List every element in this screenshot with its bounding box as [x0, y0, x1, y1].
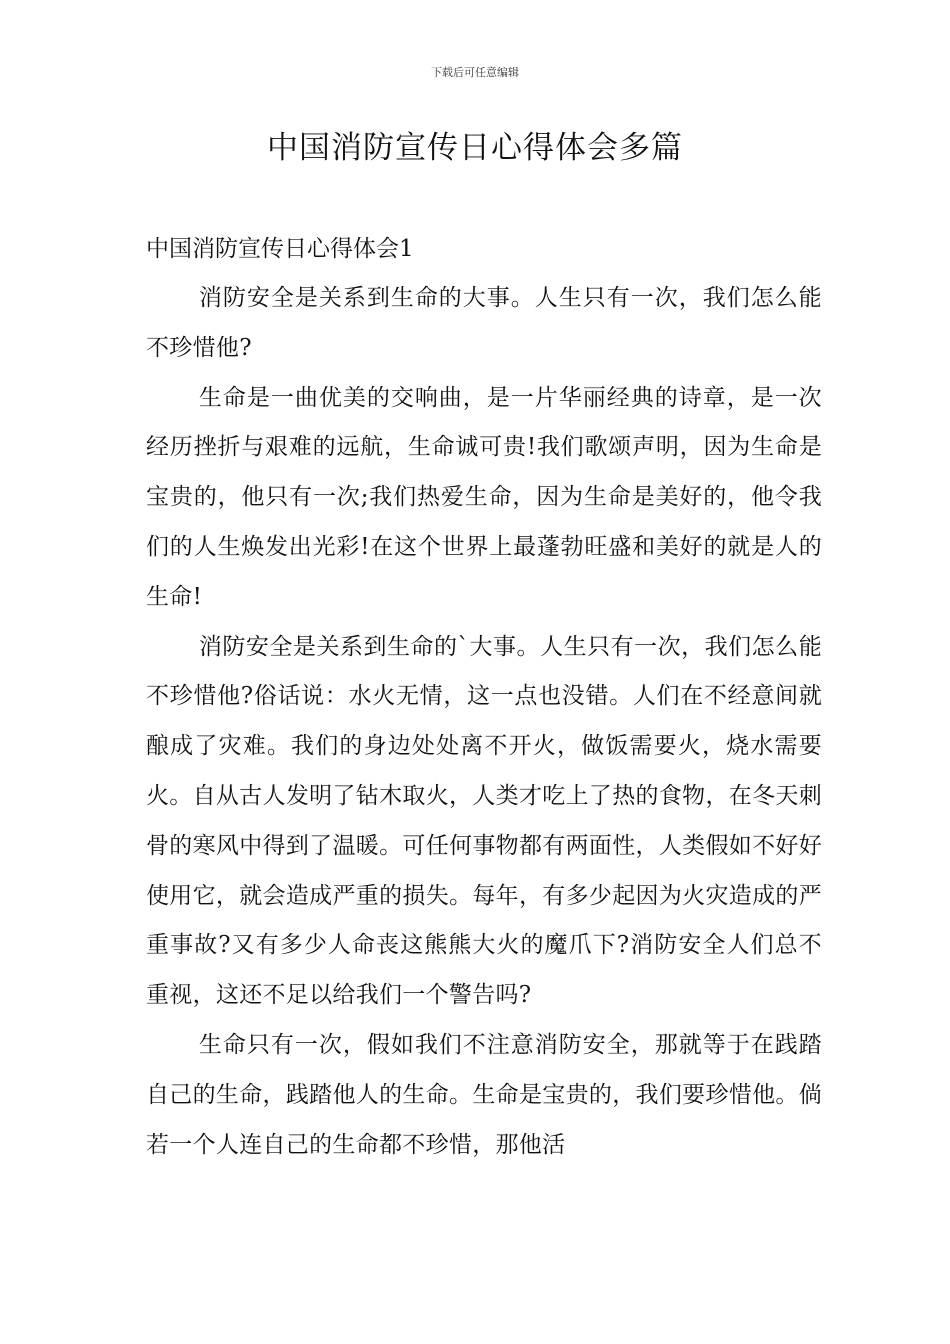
- paragraph-4: 生命只有一次，假如我们不注意消防安全，那就等于在践踏自己的生命，践踏他人的生命。生命是宝贵的，我们要珍惜他。倘若一个人连自己的生命都不珍惜，那他活: [146, 1031, 822, 1158]
- page-header-note: 下载后可任意编辑: [431, 66, 519, 79]
- paragraph-2: 生命是一曲优美的交响曲，是一片华丽经典的诗章，是一次经历挫折与艰难的远航，生命诚可贵!我们歌颂声明，因为生命是宝贵的，他只有一次;我们热爱生命，因为生命是美好的，他令我们的人生焕发出光彩!在这个世界上最蓬勃旺盛和美好的就是人的生命!: [146, 384, 822, 610]
- paragraph-1: 消防安全是关系到生命的大事。人生只有一次，我们怎么能不珍惜他?: [146, 285, 822, 361]
- document-title: 中国消防宣传日心得体会多篇: [267, 130, 683, 166]
- section-heading: 中国消防宣传日心得体会1: [146, 236, 414, 262]
- document-body: [146, 224, 822, 1170]
- paragraph-3: 消防安全是关系到生命的`大事。人生只有一次，我们怎么能不珍惜他?俗话说：水火无情，这一点也没错。人们在不经意间就酿成了灾难。我们的身边处处离不开火，做饭需要火，烧水需要火。自从古人发明了钻木取火，人类才吃上了热的食物，在冬天刺骨的寒风中得到了温暖。可任何事物都有两面性，人类假如不好好使用它，就会造成严重的损失。每年，有多少起因为火灾造成的严重事故?又有多少人命丧这熊熊大火的魔爪下?消防安全人们总不重视，这还不足以给我们一个警告吗?: [146, 633, 822, 1009]
